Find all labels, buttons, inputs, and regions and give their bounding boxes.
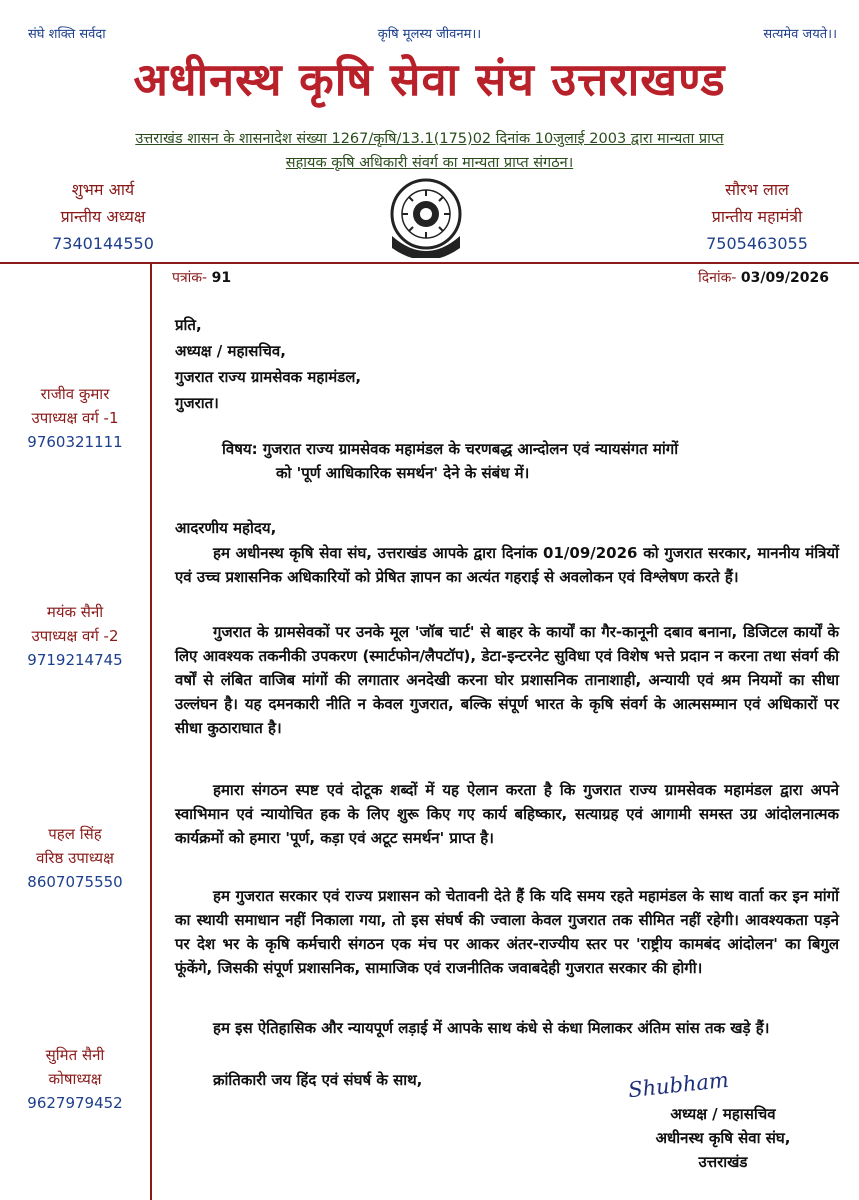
org-title: अधीनस्थ कृषि सेवा संघ उत्तराखण्ड [133,53,726,106]
member-name: राजीव कुमार [40,385,110,403]
emblem-logo [386,176,466,258]
addressee-block [175,312,361,416]
left-officer-name: शुभम आर्य [71,180,135,199]
left-officer [18,176,188,257]
right-officer-post: प्रान्तीय महामंत्री [711,207,803,226]
addressee-line: गुजरात राज्य ग्रामसेवक महामंडल, [175,368,362,386]
subject-line-1: विषय: गुजरात राज्य ग्रामसेवक महामंडल के चरणबद्ध आन्दोलन एवं न्यायसंगत मांगों [222,440,679,458]
left-officer-phone: 7340144550 [52,234,154,253]
date-value: 03/09/2026 [740,270,829,286]
letter-paragraph: हम इस ऐतिहासिक और न्यायपूर्ण लड़ाई में आपके साथ कंधे से कंधा मिलाकर अंतिम सांस तक खड़े हैं। [213,1019,770,1037]
date [698,268,829,287]
header-divider [0,262,859,264]
right-officer [672,176,842,257]
member-post: उपाध्यक्ष वर्ग -2 [31,627,119,645]
motto-center: कृषि मूलस्य जीवनम।। [377,27,482,42]
letter-paragraph: हम गुजरात सरकार एवं राज्य प्रशासन को चेतावनी देते हैं कि यदि समय रहते महामंडल के साथ वार्ता कर इन मांगों का स्थायी समाधान नहीं निकाला गया, तो इस संघर्ष की ज्वाला केवल गुजरात तक सीमित नहीं रहेगी। आवश्यकता पड़ने पर देश भर के कृषि कर्मचारी संगठन एक मंच पर आकर अंतर-राज्यीय स्तर पर 'राष्ट्रीय कामबंद आंदोलन' का बिगुल फूंकेंगे, जिसकी संपूर्ण प्रशासनिक, सामाजिक एवं राजनीतिक जवाबदेही गुजरात सरकार की होगी। [175,887,839,977]
member-name: सुमित सैनी [45,1046,105,1064]
member-post: कोषाध्यक्ष [48,1070,102,1088]
salutation: आदरणीय महोदय, [175,519,277,537]
patrank-value: 91 [211,270,232,286]
left-officer-post: प्रान्तीय अध्यक्ष [60,207,146,226]
letter-paragraph: गुजरात के ग्रामसेवकों पर उनके मूल 'जॉब चार्ट' से बाहर के कार्यों का गैर-कानूनी दबाव बनाना, डिजिटल कार्यों के लिए आवश्यक तकनीकी उपकरण (स्मार्टफोन/लैपटॉप), डेटा-इन्टरनेट सुविधा एवं विशेष भत्ते प्रदान न करना तथा संवर्ग की वर्षों से लंबित वाजिब मांगों की लगातार अनदेखी करना घोर प्रशासनिक तानाशाही, अन्यायी एवं श्रम नियमों का सीधा उल्लंघन है। यह दमनकारी नीति न केवल गुजरात, बल्कि संपूर्ण भारत के कृषि संवर्ग के आत्मसम्मान एवं अधिकारों पर सीधा कुठाराघात है। [175,623,839,737]
subject-line-2: को 'पूर्ण आधिकारिक समर्थन' देने के संबंध में। [276,464,530,482]
addressee-line: गुजरात। [175,394,219,412]
sign-line: अधीनस्थ कृषि सेवा संघ, [655,1129,791,1147]
recognition-line-1: उत्तराखंड शासन के शासनादेश संख्या 1267/कृषि/13.1(175)02 दिनांक 10जुलाई 2003 द्वारा मान्यता प्राप्त [135,131,724,147]
sidebar-member [0,382,150,454]
sidebar-divider [150,262,152,1200]
sign-block [608,1102,838,1174]
handwritten-signature: Shubham [627,1067,730,1103]
motto-right: सत्यमेव जयते।। [763,27,837,42]
sign-line: उत्तराखंड [698,1153,748,1171]
sign-line: अध्यक्ष / महासचिव [670,1105,776,1123]
addressee-line: प्रति, [175,316,202,334]
member-post: उपाध्यक्ष वर्ग -1 [31,409,119,427]
date-label: दिनांक- [698,270,737,286]
recognition-line-2: सहायक कृषि अधिकारी संवर्ग का मान्यता प्राप्त संगठन। [285,155,574,171]
member-post: वरिष्ठ उपाध्यक्ष [36,849,114,867]
member-phone: 9760321111 [27,433,123,451]
sidebar-member [0,822,150,894]
member-phone: 9719214745 [27,651,123,669]
addressee-line: अध्यक्ष / महासचिव, [175,342,286,360]
patrank [172,268,231,287]
sidebar-member [0,600,150,672]
member-name: मयंक सैनी [46,603,104,621]
right-officer-name: सौरभ लाल [725,180,789,199]
letter-paragraph: हमारा संगठन स्पष्ट एवं दोटूक शब्दों में यह ऐलान करता है कि गुजरात राज्य ग्रामसेवक महामंडल द्वारा अपने स्वाभिमान एवं न्यायोचित हक के लिए शुरू किए गए कार्य बहिष्कार, सत्याग्रह एवं आगामी समस्त उग्र आंदोलनात्मक कार्यक्रमों को हमारा 'पूर्ण, कड़ा एवं अटूट समर्थन' प्राप्त है। [175,781,839,847]
closing: क्रांतिकारी जय हिंद एवं संघर्ष के साथ, [213,1071,423,1089]
letter-paragraph: हम अधीनस्थ कृषि सेवा संघ, उत्तराखंड आपके द्वारा दिनांक 01/09/2026 को गुजरात सरकार, माननीय मंत्रियों एवं उच्च प्रशासनिक अधिकारियों को प्रेषित ज्ञापन का अत्यंत गहराई से अवलोकन एवं विश्लेषण करते हैं। [175,544,839,586]
right-officer-phone: 7505463055 [706,234,808,253]
member-phone: 9627979452 [27,1094,123,1112]
member-phone: 8607075550 [27,873,123,891]
motto-left: संघे शक्ति सर्वदा [28,27,106,42]
sidebar-member [0,1043,150,1115]
patrank-label: पत्रांक- [172,270,208,286]
member-name: पहल सिंह [48,825,102,843]
